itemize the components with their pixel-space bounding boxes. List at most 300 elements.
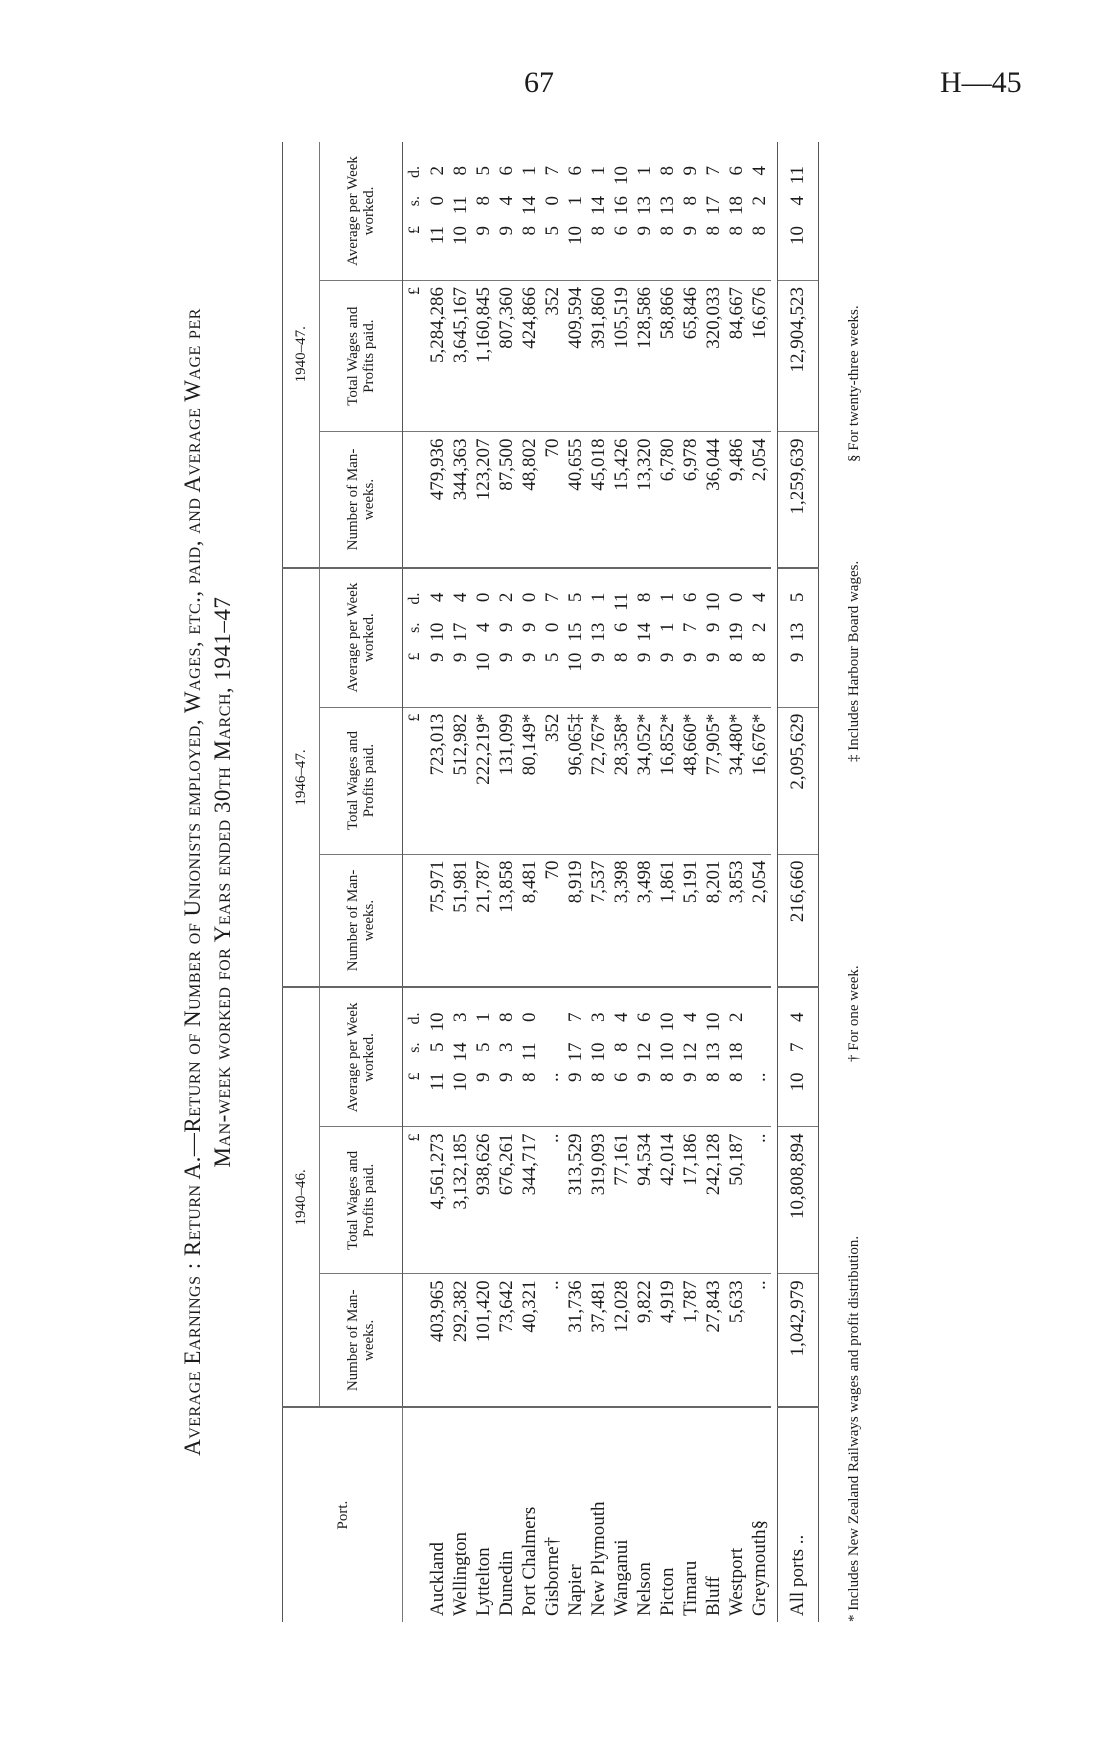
lsd-part: 13 xyxy=(657,196,678,215)
lsd-part: 0 xyxy=(542,196,563,206)
lsd-part: 9 xyxy=(427,652,448,663)
man-weeks-cell: 7,537 xyxy=(587,854,610,987)
port-name: Wellington xyxy=(450,1532,471,1616)
col-header-average: Average per Week worked. xyxy=(320,568,403,708)
lsd-part: 8 xyxy=(726,652,747,663)
lsd-part: 17 xyxy=(450,622,471,642)
lsd-part: 2 xyxy=(726,1012,747,1022)
lsd-part: 8 xyxy=(657,166,678,176)
wages-cell: 28,358* xyxy=(610,707,633,854)
man-weeks-cell: 3,398 xyxy=(610,854,633,987)
man-weeks-cell: 75,971 xyxy=(426,854,449,987)
lsd-part: 2 xyxy=(749,622,770,633)
lsd-part: 4 xyxy=(749,592,770,603)
wages-cell: 1,160,845 xyxy=(472,281,495,432)
wages-cell: 105,519 xyxy=(610,281,633,432)
col-header-average: Average per Week worked. xyxy=(320,142,403,281)
table-row xyxy=(564,142,587,1622)
port-name: Auckland xyxy=(427,1542,448,1616)
lsd-part: 9 xyxy=(496,226,517,236)
lsd-part: 6 xyxy=(565,166,586,176)
man-weeks-cell: 8,919 xyxy=(564,854,587,987)
port-name: Greymouth§ xyxy=(749,1519,770,1616)
average-wage-cell xyxy=(472,142,495,281)
earnings-table xyxy=(282,142,819,1622)
lsd-part: 12 xyxy=(680,1042,701,1062)
average-wage-cell xyxy=(702,142,725,281)
lsd-part: 8 xyxy=(680,196,701,206)
lsd-part: 14 xyxy=(634,622,655,642)
wages-cell: 72,767* xyxy=(587,707,610,854)
lsd-part: 12 xyxy=(634,1042,655,1062)
wages-cell: 84,667 xyxy=(725,281,748,432)
port-name: Picton xyxy=(657,1567,678,1616)
man-weeks-cell: .. xyxy=(748,1274,771,1407)
wages-cell: 4,561,273 xyxy=(426,1127,449,1274)
lsd-part: 5 xyxy=(565,592,586,603)
total-average: 1074 xyxy=(778,987,819,1127)
wages-cell: 723,013 xyxy=(426,707,449,854)
wages-cell: 391,860 xyxy=(587,281,610,432)
man-weeks-cell: 6,978 xyxy=(679,432,702,568)
lsd-part: 4 xyxy=(473,622,494,633)
lsd-part: 9 xyxy=(519,622,540,633)
lsd-part: 7 xyxy=(703,166,724,176)
footnote-harbour-board: ‡ Includes Harbour Board wages. xyxy=(846,560,862,762)
lsd-part: 4 xyxy=(427,592,448,603)
period-header-1940-47: 1940–47. xyxy=(283,142,320,568)
lsd-part: 9 xyxy=(680,166,701,176)
average-wage-cell xyxy=(541,142,564,281)
lsd-part: 8 xyxy=(703,226,724,236)
man-weeks-cell: 13,858 xyxy=(495,854,518,987)
table-row xyxy=(633,142,656,1622)
col-header-average: Average per Week worked. xyxy=(320,987,403,1127)
average-wage-cell xyxy=(587,987,610,1127)
lsd-part: 9 xyxy=(680,226,701,236)
lsd-part: 5 xyxy=(542,652,563,663)
lsd-part: 9 xyxy=(588,652,609,663)
lsd-part: 9 xyxy=(565,1072,586,1082)
lsd-part: 10 xyxy=(588,1042,609,1062)
lsd-part: 8 xyxy=(450,166,471,176)
port-name: Bluff xyxy=(703,1576,724,1616)
table-row xyxy=(610,142,633,1622)
wages-cell: 80,149* xyxy=(518,707,541,854)
lsd-part: 4 xyxy=(496,196,517,206)
lsd-part: 4 xyxy=(611,1012,632,1022)
lsd-part: 8 xyxy=(519,1072,540,1082)
lsd-part: 10 xyxy=(565,226,586,245)
lsd-part: 18 xyxy=(726,1042,747,1062)
wages-cell: 34,052* xyxy=(633,707,656,854)
lsd-part: 8 xyxy=(611,652,632,663)
lsd-part: 9 xyxy=(450,652,471,663)
table-row xyxy=(541,142,564,1622)
lsd-part: 1 xyxy=(634,166,655,176)
table-row xyxy=(656,142,679,1622)
lsd-part: 6 xyxy=(680,592,701,603)
wages-cell: 424,866 xyxy=(518,281,541,432)
man-weeks-cell: 3,498 xyxy=(633,854,656,987)
lsd-part: 1 xyxy=(657,622,678,633)
lsd-part: 8 xyxy=(588,1072,609,1082)
average-wage-cell xyxy=(679,987,702,1127)
lsd-part: 9 xyxy=(473,1072,494,1082)
port-name: Gisborne† xyxy=(542,1536,563,1616)
man-weeks-cell: 479,936 xyxy=(426,432,449,568)
lsd-part: 10 xyxy=(473,652,494,672)
port-name: Lyttelton xyxy=(473,1547,494,1616)
man-weeks-cell: 27,843 xyxy=(702,1274,725,1407)
man-weeks-cell: 21,787 xyxy=(472,854,495,987)
average-wage-cell xyxy=(748,987,771,1127)
port-name: Port Chalmers xyxy=(519,1506,540,1616)
average-wage-cell xyxy=(518,987,541,1127)
footnote-one-week: † For one week. xyxy=(846,965,862,1062)
man-weeks-cell: 87,500 xyxy=(495,432,518,568)
lsd-part: 1 xyxy=(565,196,586,206)
average-wage-cell xyxy=(495,142,518,281)
lsd-part: 6 xyxy=(611,226,632,236)
total-man-weeks: 216,660 xyxy=(778,854,819,987)
port-name: Dunedin xyxy=(496,1550,517,1616)
average-wage-cell xyxy=(587,568,610,708)
lsd-part: 8 xyxy=(703,1072,724,1082)
man-weeks-cell: 8,201 xyxy=(702,854,725,987)
lsd-part: 9 xyxy=(496,652,517,663)
lsd-part: 10 xyxy=(427,622,448,642)
average-wage-cell xyxy=(472,987,495,1127)
lsd-part: 4 xyxy=(450,592,471,603)
average-wage-cell xyxy=(495,987,518,1127)
lsd-part: 9 xyxy=(634,652,655,663)
average-wage-cell xyxy=(725,568,748,708)
lsd-part: 10 xyxy=(565,652,586,672)
lsd-part: 9 xyxy=(657,652,678,663)
lsd-part: 15 xyxy=(565,622,586,642)
lsd-part: 8 xyxy=(611,1042,632,1052)
lsd-part: 10 xyxy=(657,1042,678,1062)
man-weeks-cell: 36,044 xyxy=(702,432,725,568)
lsd-part: 5 xyxy=(542,226,563,236)
lsd-part: 2 xyxy=(496,592,517,603)
average-wage-cell xyxy=(564,568,587,708)
man-weeks-cell: 1,787 xyxy=(679,1274,702,1407)
man-weeks-cell: 70 xyxy=(541,854,564,987)
average-wage-cell xyxy=(656,987,679,1127)
lsd-part: 10 xyxy=(703,592,724,612)
lsd-part: 14 xyxy=(519,196,540,215)
lsd-part: 4 xyxy=(749,166,770,176)
lsd-part: 19 xyxy=(726,622,747,642)
lsd-part: 1 xyxy=(588,592,609,603)
lsd-part: 7 xyxy=(680,622,701,633)
lsd-part: 10 xyxy=(427,1012,448,1032)
title-line-2: Man-week worked for Years ended 30th March, 1941–47 xyxy=(210,596,235,1168)
lsd-part: 10 xyxy=(657,1012,678,1032)
col-header-wages: Total Wages and Profits paid. xyxy=(320,281,403,432)
unit-pound: £ xyxy=(403,281,427,432)
wages-cell: 313,529 xyxy=(564,1127,587,1274)
col-header-wages: Total Wages and Profits paid. xyxy=(320,1127,403,1274)
average-wage-cell xyxy=(748,568,771,708)
man-weeks-cell: 2,054 xyxy=(748,854,771,987)
man-weeks-cell: 40,321 xyxy=(518,1274,541,1407)
lsd-part: 8 xyxy=(588,226,609,236)
lsd-part: 9 xyxy=(634,1072,655,1082)
average-wage-cell xyxy=(633,568,656,708)
lsd-part: 1 xyxy=(657,592,678,603)
lsd-part: 9 xyxy=(473,226,494,236)
port-name: Napier xyxy=(565,1564,586,1616)
lsd-part: 8 xyxy=(726,1072,747,1082)
man-weeks-cell: 37,481 xyxy=(587,1274,610,1407)
lsd-part: 1 xyxy=(473,1012,494,1022)
man-weeks-cell: 73,642 xyxy=(495,1274,518,1407)
lsd-part: 6 xyxy=(496,166,517,176)
lsd-part: 11 xyxy=(519,1042,540,1061)
table-row xyxy=(472,142,495,1622)
lsd-part: 11 xyxy=(427,226,448,245)
col-header-man-weeks: Number of Man-weeks. xyxy=(320,854,403,987)
man-weeks-cell: 344,363 xyxy=(449,432,472,568)
lsd-part: 11 xyxy=(450,196,471,215)
average-wage-cell xyxy=(610,142,633,281)
period-header-1940-46: 1940–46. xyxy=(283,987,320,1407)
total-label: All ports .. xyxy=(778,1407,819,1622)
lsd-part: 10 xyxy=(703,1012,724,1032)
total-wages: 2,095,629 xyxy=(778,707,819,854)
port-name: Timaru xyxy=(680,1560,701,1616)
table-row xyxy=(725,142,748,1622)
wages-cell: 16,852* xyxy=(656,707,679,854)
wages-cell: 319,093 xyxy=(587,1127,610,1274)
lsd-part: 7 xyxy=(542,166,563,176)
table-row xyxy=(518,142,541,1622)
lsd-part: 0 xyxy=(427,196,448,206)
total-wages: 10,808,894 xyxy=(778,1127,819,1274)
col-header-wages: Total Wages and Profits paid. xyxy=(320,707,403,854)
average-wage-cell xyxy=(610,568,633,708)
title-line-1: Average Earnings : Return A.—Return of Number of Unionists employed, Wages, etc., paid, and Average Wage per xyxy=(180,308,205,1456)
lsd-part: 9 xyxy=(634,226,655,236)
lsd-part: 13 xyxy=(634,196,655,215)
wages-cell: 676,261 xyxy=(495,1127,518,1274)
lsd-part: 3 xyxy=(450,1012,471,1022)
man-weeks-cell: 3,853 xyxy=(725,854,748,987)
lsd-part: 6 xyxy=(726,166,747,176)
lsd-part: 8 xyxy=(749,652,770,663)
average-wage-cell xyxy=(633,142,656,281)
total-man-weeks: 1,259,639 xyxy=(778,432,819,568)
document-code: H—45 xyxy=(940,66,1022,99)
lsd-part: 9 xyxy=(703,622,724,633)
lsd-part: 18 xyxy=(726,196,747,215)
average-wage-cell xyxy=(426,142,449,281)
wages-cell: 3,645,167 xyxy=(449,281,472,432)
lsd-part: 9 xyxy=(703,652,724,663)
average-wage-cell xyxy=(587,142,610,281)
total-man-weeks: 1,042,979 xyxy=(778,1274,819,1407)
footnote-railways: * Includes New Zealand Railways wages and profit distribution. xyxy=(846,1235,862,1622)
lsd-part: 10 xyxy=(450,226,471,245)
average-wage-cell xyxy=(518,142,541,281)
wages-cell: .. xyxy=(541,1127,564,1274)
lsd-part: 8 xyxy=(473,196,494,206)
wages-cell: 344,717 xyxy=(518,1127,541,1274)
average-wage-cell xyxy=(748,142,771,281)
average-wage-cell xyxy=(702,987,725,1127)
units-row xyxy=(403,142,427,1622)
average-wage-cell xyxy=(679,568,702,708)
lsd-part: 8 xyxy=(657,1072,678,1082)
man-weeks-cell: 123,207 xyxy=(472,432,495,568)
lsd-part: 11 xyxy=(427,1072,448,1091)
wages-cell: 58,866 xyxy=(656,281,679,432)
lsd-part: 9 xyxy=(680,1072,701,1082)
lsd-part: 0 xyxy=(726,592,747,603)
col-header-man-weeks: Number of Man-weeks. xyxy=(320,1274,403,1407)
lsd-part: 11 xyxy=(611,592,632,611)
lsd-part: 0 xyxy=(473,592,494,603)
average-wage-cell xyxy=(564,987,587,1127)
port-column-header: Port. xyxy=(283,1407,403,1622)
man-weeks-cell: 403,965 xyxy=(426,1274,449,1407)
man-weeks-cell: 8,481 xyxy=(518,854,541,987)
man-weeks-cell: 5,191 xyxy=(679,854,702,987)
unit-lsd: £s.d. xyxy=(403,987,427,1127)
lsd-part: 3 xyxy=(588,1012,609,1022)
man-weeks-cell: .. xyxy=(541,1274,564,1407)
unit-pound: £ xyxy=(403,1127,427,1274)
period-header-1946-47: 1946–47. xyxy=(283,568,320,988)
man-weeks-cell: 9,822 xyxy=(633,1274,656,1407)
average-wage-cell xyxy=(449,568,472,708)
average-wage-cell xyxy=(541,568,564,708)
lsd-part: 8 xyxy=(657,226,678,236)
wages-cell: 16,676 xyxy=(748,281,771,432)
average-wage-cell xyxy=(564,142,587,281)
lsd-part: 6 xyxy=(611,1072,632,1082)
wages-cell: 352 xyxy=(541,281,564,432)
man-weeks-cell: 101,420 xyxy=(472,1274,495,1407)
wages-cell: 65,846 xyxy=(679,281,702,432)
average-wage-cell xyxy=(472,568,495,708)
lsd-part: 9 xyxy=(496,622,517,633)
col-header-man-weeks: Number of Man-weeks. xyxy=(320,432,403,568)
lsd-part: 17 xyxy=(703,196,724,215)
average-wage-cell xyxy=(518,568,541,708)
average-wage-cell xyxy=(656,568,679,708)
lsd-part: 7 xyxy=(542,592,563,603)
man-weeks-cell: 2,054 xyxy=(748,432,771,568)
lsd-part: 0 xyxy=(542,622,563,633)
lsd-part: 6 xyxy=(634,1012,655,1022)
lsd-part: 2 xyxy=(427,166,448,176)
lsd-part: 1 xyxy=(588,166,609,176)
wages-cell: 50,187 xyxy=(725,1127,748,1274)
rotated-return-table xyxy=(178,142,938,1622)
unit-lsd: £s.d. xyxy=(403,142,427,281)
total-row xyxy=(778,142,819,1622)
lsd-part: 13 xyxy=(588,622,609,642)
wages-cell: 807,360 xyxy=(495,281,518,432)
wages-cell: 17,186 xyxy=(679,1127,702,1274)
lsd-part: 0 xyxy=(519,1012,540,1022)
wages-cell: 409,594 xyxy=(564,281,587,432)
lsd-part: 8 xyxy=(496,1012,517,1022)
lsd-part: 10 xyxy=(450,1072,471,1092)
port-name: New Plymouth xyxy=(588,1501,609,1616)
man-weeks-cell: 9,486 xyxy=(725,432,748,568)
unit-lsd: £s.d. xyxy=(403,568,427,708)
average-wage-cell xyxy=(541,987,564,1127)
wages-cell: 94,534 xyxy=(633,1127,656,1274)
lsd-part: 17 xyxy=(565,1042,586,1062)
lsd-part: 6 xyxy=(611,622,632,633)
lsd-part: 0 xyxy=(519,592,540,603)
lsd-part: 8 xyxy=(519,226,540,236)
total-average: 9135 xyxy=(778,568,819,708)
average-wage-cell xyxy=(656,142,679,281)
table-title xyxy=(178,142,238,1622)
table-body xyxy=(403,142,772,1622)
man-weeks-cell: 51,981 xyxy=(449,854,472,987)
wages-cell: 77,905* xyxy=(702,707,725,854)
lsd-part: 9 xyxy=(519,652,540,663)
page-number: 67 xyxy=(524,66,554,99)
lsd-part: 5 xyxy=(473,166,494,176)
average-wage-cell xyxy=(449,142,472,281)
man-weeks-cell: 5,633 xyxy=(725,1274,748,1407)
table-row xyxy=(679,142,702,1622)
wages-cell: 77,161 xyxy=(610,1127,633,1274)
lsd-part: 2 xyxy=(749,196,770,206)
table-row xyxy=(748,142,771,1622)
wages-cell: 96,065‡ xyxy=(564,707,587,854)
average-wage-cell xyxy=(426,987,449,1127)
port-name: Nelson xyxy=(634,1562,655,1616)
man-weeks-cell: 40,655 xyxy=(564,432,587,568)
lsd-part: 3 xyxy=(496,1042,517,1052)
man-weeks-cell: 70 xyxy=(541,432,564,568)
wages-cell: 34,480* xyxy=(725,707,748,854)
lsd-part: 14 xyxy=(450,1042,471,1062)
table-row xyxy=(702,142,725,1622)
table-row xyxy=(426,142,449,1622)
lsd-part: .. xyxy=(542,1072,563,1082)
wages-cell: 242,128 xyxy=(702,1127,725,1274)
table-row xyxy=(495,142,518,1622)
wages-cell: 352 xyxy=(541,707,564,854)
man-weeks-cell: 4,919 xyxy=(656,1274,679,1407)
lsd-part: 14 xyxy=(588,196,609,215)
wages-cell: 3,132,185 xyxy=(449,1127,472,1274)
wages-cell: .. xyxy=(748,1127,771,1274)
total-wages: 12,904,523 xyxy=(778,281,819,432)
wages-cell: 128,586 xyxy=(633,281,656,432)
wages-cell: 16,676* xyxy=(748,707,771,854)
man-weeks-cell: 1,861 xyxy=(656,854,679,987)
lsd-part: 8 xyxy=(726,226,747,236)
lsd-part: 16 xyxy=(611,196,632,215)
wages-cell: 320,033 xyxy=(702,281,725,432)
average-wage-cell xyxy=(725,142,748,281)
table-row xyxy=(587,142,610,1622)
man-weeks-cell: 48,802 xyxy=(518,432,541,568)
average-wage-cell xyxy=(449,987,472,1127)
